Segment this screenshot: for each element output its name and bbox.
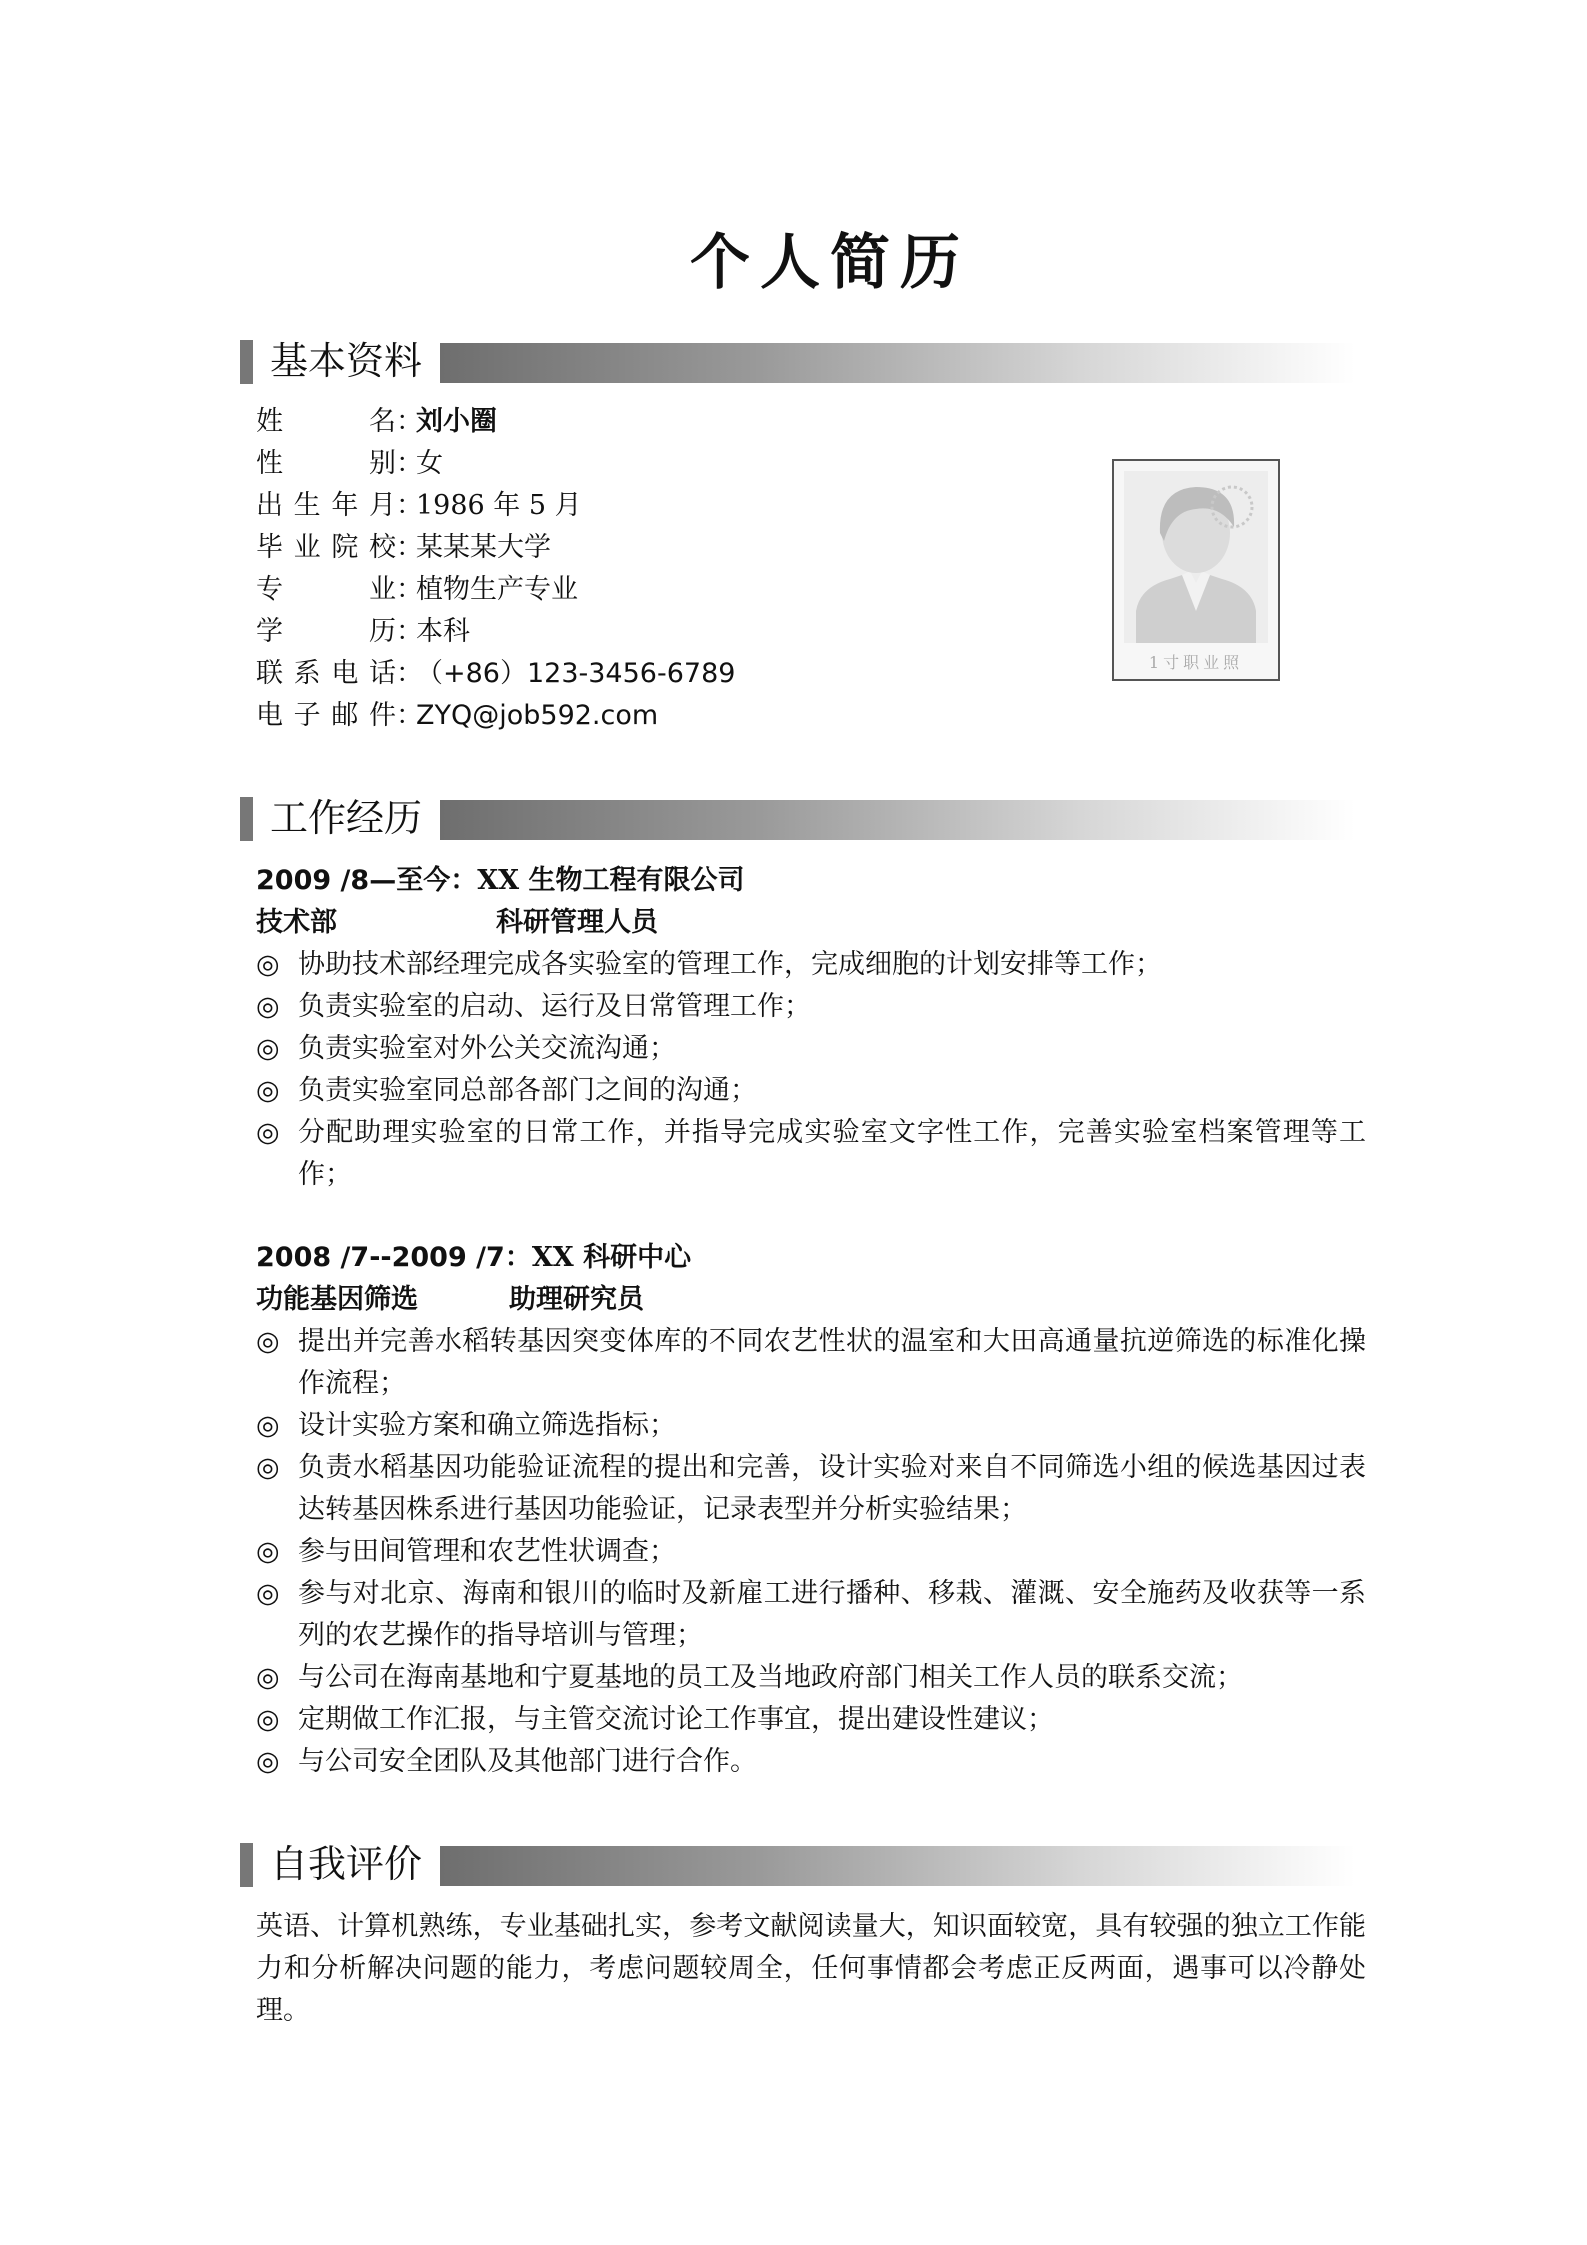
section-title-basic: 基本资料 (270, 339, 423, 383)
bullet-icon: ◎ (256, 1704, 280, 1735)
bullet-icon: ◎ (256, 1117, 280, 1148)
job-entry-1 (256, 860, 1366, 1196)
list-item: ◎ 负责实验室的启动、运行及日常管理工作； (256, 986, 1366, 1028)
bullet-icon: ◎ (256, 1326, 280, 1357)
info-value: 植物生产专业 (416, 574, 578, 605)
section-title-work: 工作经历 (270, 796, 423, 840)
info-label: 姓名 (256, 406, 396, 437)
job-entry-2 (256, 1237, 1366, 1783)
list-item: ◎ 定期做工作汇报，与主管交流讨论工作事宜，提出建设性建议； (256, 1699, 1366, 1741)
bullet-icon: ◎ (256, 1033, 280, 1064)
info-label: 性别 (256, 448, 396, 479)
duty-list (256, 944, 1366, 1196)
job-company: XX 生物工程有限公司 (477, 865, 745, 896)
info-value: ZYQ@job592.com (416, 700, 659, 731)
list-item: ◎ 负责水稻基因功能验证流程的提出和完善，设计实验对来自不同筛选小组的候选基因过表达转基因株系进行基因功能验证，记录表型并分析实验结果； (256, 1447, 1366, 1531)
list-item: ◎ 参与田间管理和农艺性状调查； (256, 1531, 1366, 1573)
list-item: ◎ 协助技术部经理完成各实验室的管理工作，完成细胞的计划安排等工作； (256, 944, 1366, 986)
avatar-silhouette-icon (1114, 461, 1278, 679)
list-item: ◎ 与公司安全团队及其他部门进行合作。 (256, 1741, 1366, 1783)
section-title-self: 自我评价 (270, 1842, 423, 1886)
bullet-icon: ◎ (256, 1452, 280, 1483)
self-evaluation (256, 1906, 1366, 2032)
job-subheading (256, 1279, 1366, 1321)
list-item: ◎ 设计实验方案和确立筛选指标； (256, 1405, 1366, 1447)
info-label: 出生年月 (256, 490, 396, 521)
section-gradient (440, 1846, 1355, 1886)
job-heading (256, 1237, 1366, 1279)
section-bar (240, 1843, 253, 1887)
job-dept: 技术部 (256, 907, 337, 938)
basic-info-list (256, 401, 735, 737)
job-period: 2009 /8—至今： (256, 865, 478, 896)
info-row-email: 电子邮件：ZYQ@job592.com (256, 695, 735, 737)
resume-title: 个人简历 (690, 228, 970, 298)
bullet-icon: ◎ (256, 1578, 280, 1609)
section-header-work (240, 797, 1355, 841)
photo-caption: 1寸职业照 (1148, 653, 1244, 672)
info-label: 电子邮件 (256, 700, 396, 731)
info-value: 1986 年 5 月 (416, 490, 582, 521)
info-label: 毕业院校 (256, 532, 396, 563)
job-role: 助理研究员 (509, 1284, 644, 1315)
section-header-basic (240, 340, 1355, 384)
list-item: ◎ 与公司在海南基地和宁夏基地的员工及当地政府部门相关工作人员的联系交流； (256, 1657, 1366, 1699)
info-value: 本科 (416, 616, 470, 647)
section-bar (240, 797, 253, 841)
bullet-icon: ◎ (256, 1536, 280, 1567)
list-item: ◎ 负责实验室同总部各部门之间的沟通； (256, 1070, 1366, 1112)
job-dept: 功能基因筛选 (256, 1284, 418, 1315)
job-heading (256, 860, 1366, 902)
section-gradient (440, 800, 1355, 840)
job-company: XX 科研中心 (531, 1242, 692, 1273)
info-value: （+86）123-3456-6789 (416, 658, 736, 689)
info-row-major: 专业：植物生产专业 (256, 569, 735, 611)
info-label: 学历 (256, 616, 396, 647)
info-row-name: 姓名：刘小圈 (256, 401, 735, 443)
section-bar (240, 340, 253, 384)
job-period: 2008 /7--2009 /7： (256, 1242, 532, 1273)
self-evaluation-text: 英语、计算机熟练，专业基础扎实，参考文献阅读量大，知识面较宽，具有较强的独立工作能力和分析解决问题的能力，考虑问题较周全，任何事情都会考虑正反两面，遇事可以冷静处理。 (256, 1911, 1366, 2026)
job-role: 科研管理人员 (496, 907, 658, 938)
job-subheading (256, 902, 1366, 944)
list-item: ◎ 负责实验室对外公关交流沟通； (256, 1028, 1366, 1070)
info-row-phone: 联系电话：（+86）123-3456-6789 (256, 653, 735, 695)
info-value: 女 (416, 448, 443, 479)
bullet-icon: ◎ (256, 1075, 280, 1106)
bullet-icon: ◎ (256, 1410, 280, 1441)
list-item: ◎ 参与对北京、海南和银川的临时及新雇工进行播种、移栽、灌溉、安全施药及收获等一系列的农艺操作的指导培训与管理； (256, 1573, 1366, 1657)
section-header-self (240, 1843, 1355, 1887)
info-row-degree: 学历：本科 (256, 611, 735, 653)
info-label: 专业 (256, 574, 396, 605)
info-row-gender: 性别：女 (256, 443, 735, 485)
info-label: 联系电话 (256, 658, 396, 689)
list-item: ◎ 分配助理实验室的日常工作，并指导完成实验室文字性工作，完善实验室档案管理等工作； (256, 1112, 1366, 1196)
bullet-icon: ◎ (256, 949, 280, 980)
bullet-icon: ◎ (256, 1662, 280, 1693)
info-value: 刘小圈 (416, 406, 497, 437)
info-value: 某某某大学 (416, 532, 551, 563)
duty-list (256, 1321, 1366, 1783)
bullet-icon: ◎ (256, 991, 280, 1022)
profile-photo (1112, 459, 1280, 681)
section-gradient (440, 343, 1355, 383)
list-item: ◎ 提出并完善水稻转基因突变体库的不同农艺性状的温室和大田高通量抗逆筛选的标准化操作流程； (256, 1321, 1366, 1405)
info-row-birth: 出生年月：1986 年 5 月 (256, 485, 735, 527)
bullet-icon: ◎ (256, 1746, 280, 1777)
info-row-school: 毕业院校：某某某大学 (256, 527, 735, 569)
